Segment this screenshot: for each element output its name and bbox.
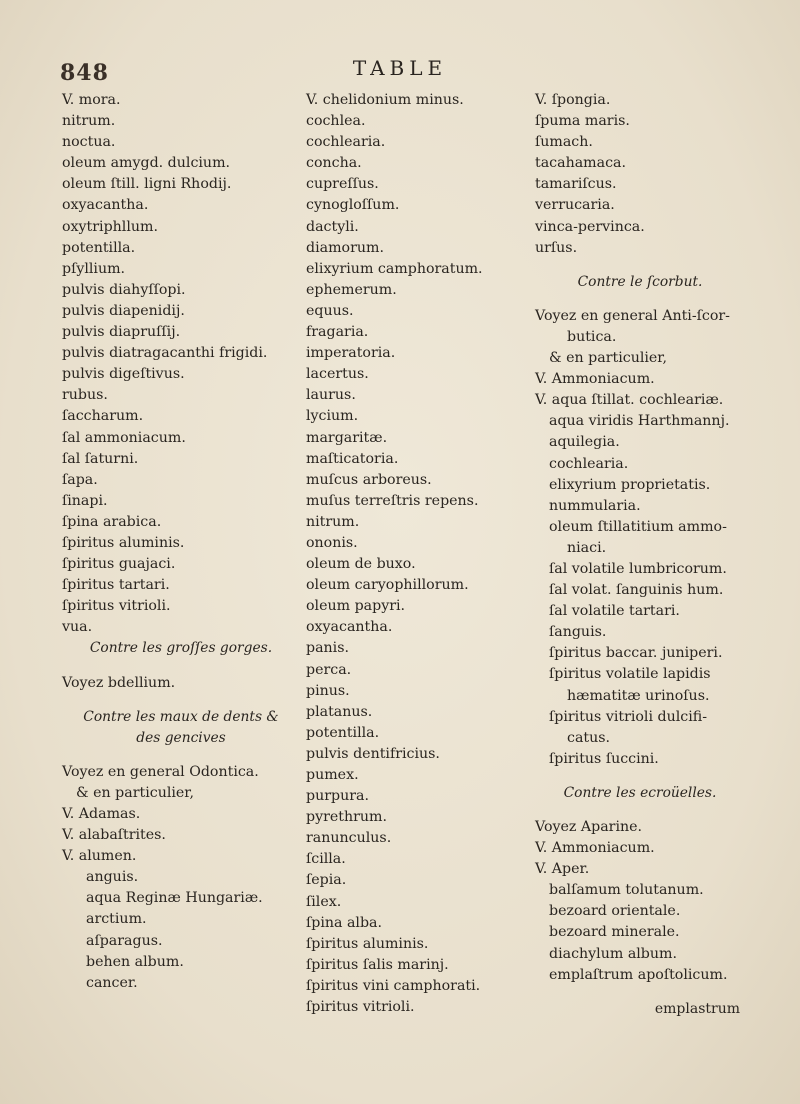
index-entry: pyrethrum. bbox=[306, 809, 387, 826]
index-entry: pulvis diapenidij. bbox=[62, 302, 185, 319]
index-entry: tamariſcus. bbox=[535, 176, 617, 193]
index-entry: ſpiritus vitrioli dulcifi- bbox=[549, 708, 708, 725]
index-entry: pulvis dentifricius. bbox=[306, 745, 440, 762]
index-entry: equus. bbox=[306, 302, 354, 319]
index-entry: butica. bbox=[567, 328, 617, 345]
index-entry: ſal volatile lumbricorum. bbox=[549, 560, 727, 577]
index-entry: arctium. bbox=[86, 911, 147, 928]
index-entry: ſpiritus vitrioli. bbox=[306, 999, 415, 1016]
index-entry: panis. bbox=[306, 640, 350, 657]
index-entry: oxyacantha. bbox=[306, 619, 393, 636]
index-entry: lacertus. bbox=[306, 366, 369, 383]
index-entry: imperatoria. bbox=[306, 345, 396, 362]
index-entry: aqua Reginæ Hungariæ. bbox=[86, 890, 263, 907]
index-entry: margaritæ. bbox=[306, 429, 388, 446]
index-entry: ſpina alba. bbox=[306, 914, 383, 931]
index-entry: behen album. bbox=[86, 953, 184, 970]
index-entry: cancer. bbox=[86, 974, 138, 991]
spacer bbox=[62, 694, 300, 707]
index-entry: V. Adamas. bbox=[62, 806, 141, 822]
index-entry: cynogloſſum. bbox=[306, 197, 400, 214]
index-entry: pulvis diatragacanthi frigidi. bbox=[62, 345, 268, 362]
index-entry: V. ſpongia. bbox=[535, 92, 611, 108]
index-entry: ſumach. bbox=[535, 134, 593, 151]
section-heading: Contre le ſcorbut. bbox=[577, 273, 703, 290]
index-entry: lycium. bbox=[306, 408, 359, 425]
index-entry: ranunculus. bbox=[306, 830, 392, 847]
section-heading: des gencives bbox=[136, 729, 226, 746]
index-entry: bezoard orientale. bbox=[549, 903, 681, 920]
index-entry: V. alabaſtrites. bbox=[62, 827, 166, 844]
index-entry: oxyacantha. bbox=[62, 197, 149, 214]
index-entry: platanus. bbox=[306, 703, 373, 720]
index-entry: muſus terreſtris repens. bbox=[306, 492, 479, 509]
index-entry: pumex. bbox=[306, 767, 359, 783]
index-entry: tacahamaca. bbox=[535, 155, 626, 172]
index-entry: niaci. bbox=[567, 539, 607, 556]
index-column-middle bbox=[306, 90, 528, 1018]
index-entry: aquilegia. bbox=[549, 434, 620, 451]
index-entry: ſilex. bbox=[306, 893, 342, 910]
index-entry: oleum amygd. dulcium. bbox=[62, 155, 231, 172]
index-entry: ſpiritus aluminis. bbox=[62, 534, 185, 551]
index-entry: potentilla. bbox=[306, 724, 380, 741]
index-entry: cochlea. bbox=[306, 113, 366, 130]
index-entry: ſal volat. ſanguinis hum. bbox=[549, 582, 724, 599]
index-entry: ſal ammoniacum. bbox=[62, 429, 186, 446]
index-entry: ſpiritus tartari. bbox=[62, 577, 170, 594]
index-entry: laurus. bbox=[306, 387, 356, 404]
index-entry: nummularia. bbox=[549, 497, 641, 514]
index-entry: oleum caryophillorum. bbox=[306, 577, 469, 594]
index-entry: oleum de buxo. bbox=[306, 556, 416, 573]
index-entry: oleum ſtill. ligni Rhodij. bbox=[62, 176, 232, 193]
index-entry: ſpina arabica. bbox=[62, 513, 162, 530]
running-head: TABLE bbox=[352, 56, 448, 80]
index-entry: ſcilla. bbox=[306, 851, 346, 868]
index-entry: pſyllium. bbox=[62, 260, 126, 277]
index-entry: ephemerum. bbox=[306, 281, 397, 298]
index-entry: ſinapi. bbox=[62, 492, 108, 509]
index-entry: nitrum. bbox=[306, 513, 360, 530]
index-entry: ſpiritus guajaci. bbox=[62, 556, 176, 573]
index-entry: & en particulier, bbox=[549, 350, 668, 367]
spacer bbox=[535, 770, 745, 783]
index-entry: diamorum. bbox=[306, 239, 384, 256]
section-heading: Contre les maux de dents & bbox=[83, 708, 279, 725]
index-entry: pulvis digeſtivus. bbox=[62, 366, 185, 383]
index-entry: Voyez bdellium. bbox=[62, 674, 176, 691]
index-column-right bbox=[535, 90, 745, 986]
index-entry: ſapa. bbox=[62, 471, 98, 488]
index-entry: purpura. bbox=[306, 788, 369, 805]
catchword: emplastrum bbox=[654, 1001, 740, 1017]
index-entry: nitrum. bbox=[62, 113, 116, 130]
index-entry: ſpiritus ſuccini. bbox=[549, 750, 659, 767]
index-entry: Voyez Aparine. bbox=[535, 819, 643, 835]
index-entry: pinus. bbox=[306, 682, 350, 699]
index-entry: pulvis diapruſſij. bbox=[62, 324, 181, 341]
index-entry: V. Ammoniacum. bbox=[535, 840, 655, 857]
index-entry: cupreſſus. bbox=[306, 176, 379, 193]
index-entry: balſamum tolutanum. bbox=[549, 882, 704, 899]
index-entry: fragaria. bbox=[306, 324, 369, 341]
index-entry: ſpiritus volatile lapidis bbox=[549, 666, 711, 683]
index-entry: ſepia. bbox=[306, 872, 347, 889]
index-entry: pulvis diahyſſopi. bbox=[62, 281, 186, 298]
index-entry: ſal ſaturni. bbox=[62, 450, 139, 467]
index-entry: emplaſtrum apoſtolicum. bbox=[549, 966, 728, 983]
index-entry: vinca-pervinca. bbox=[535, 218, 645, 235]
spacer bbox=[62, 749, 300, 762]
spacer bbox=[535, 804, 745, 817]
index-entry: ſpiritus ſalis marinj. bbox=[306, 956, 449, 973]
index-entry: V. chelidonium minus. bbox=[306, 92, 464, 108]
index-entry: ononis. bbox=[306, 534, 358, 551]
index-entry: V. alumen. bbox=[62, 848, 137, 865]
index-entry: Voyez en general Anti-ſcor- bbox=[535, 307, 730, 324]
index-entry: Voyez en general Odontica. bbox=[62, 763, 259, 780]
index-entry: vua. bbox=[62, 619, 93, 636]
index-entry: anguis. bbox=[86, 869, 139, 886]
index-entry: oxytriphllum. bbox=[62, 218, 158, 235]
index-entry: cochlearia. bbox=[306, 134, 386, 151]
index-entry: muſcus arboreus. bbox=[306, 471, 432, 488]
index-entry: diachylum album. bbox=[549, 945, 677, 962]
index-entry: aſparagus. bbox=[86, 932, 163, 949]
index-entry: aqua viridis Harthmannj. bbox=[549, 413, 730, 430]
index-entry: perca. bbox=[306, 661, 352, 678]
index-entry: bezoard minerale. bbox=[549, 924, 680, 941]
index-entry: V. aqua ſtillat. cochleariæ. bbox=[535, 392, 724, 409]
index-column-left bbox=[62, 90, 300, 994]
spacer bbox=[535, 293, 745, 306]
index-entry: ſpiritus aluminis. bbox=[306, 935, 429, 952]
index-entry: ſaccharum. bbox=[62, 408, 144, 425]
index-entry: oleum papyri. bbox=[306, 598, 406, 615]
index-entry: ſal volatile tartari. bbox=[549, 603, 680, 620]
index-entry: maſticatoria. bbox=[306, 450, 399, 467]
index-entry: verrucaria. bbox=[535, 197, 615, 214]
index-entry: ſpiritus vitrioli. bbox=[62, 598, 171, 615]
index-entry: oleum ſtillatitium ammo- bbox=[549, 518, 727, 535]
spacer bbox=[535, 259, 745, 272]
section-heading: Contre les ecroüelles. bbox=[563, 784, 717, 801]
index-entry: cochlearia. bbox=[549, 455, 629, 472]
index-entry: V. mora. bbox=[62, 92, 121, 108]
index-entry: catus. bbox=[567, 729, 611, 746]
index-entry: rubus. bbox=[62, 387, 108, 404]
index-entry: & en particulier, bbox=[76, 784, 195, 801]
index-entry: dactyli. bbox=[306, 218, 359, 235]
index-entry: V. Aper. bbox=[535, 861, 590, 878]
index-entry: urſus. bbox=[535, 239, 578, 256]
section-heading: Contre les groſſes gorges. bbox=[89, 640, 273, 657]
index-entry: ſpiritus baccar. juniperi. bbox=[549, 645, 723, 662]
index-entry: concha. bbox=[306, 155, 362, 172]
spacer bbox=[62, 660, 300, 673]
index-entry: elixyrium camphoratum. bbox=[306, 260, 483, 277]
index-entry: noctua. bbox=[62, 134, 116, 151]
index-entry: elixyrium proprietatis. bbox=[549, 476, 711, 493]
page-number: 848 bbox=[60, 60, 109, 86]
index-entry: V. Ammoniacum. bbox=[535, 371, 655, 388]
index-entry: ſpuma maris. bbox=[535, 113, 630, 130]
index-entry: hæmatitæ urinoſus. bbox=[567, 687, 710, 704]
index-entry: ſpiritus vini camphorati. bbox=[306, 977, 481, 994]
index-entry: ſanguis. bbox=[549, 624, 607, 641]
index-entry: potentilla. bbox=[62, 239, 136, 256]
